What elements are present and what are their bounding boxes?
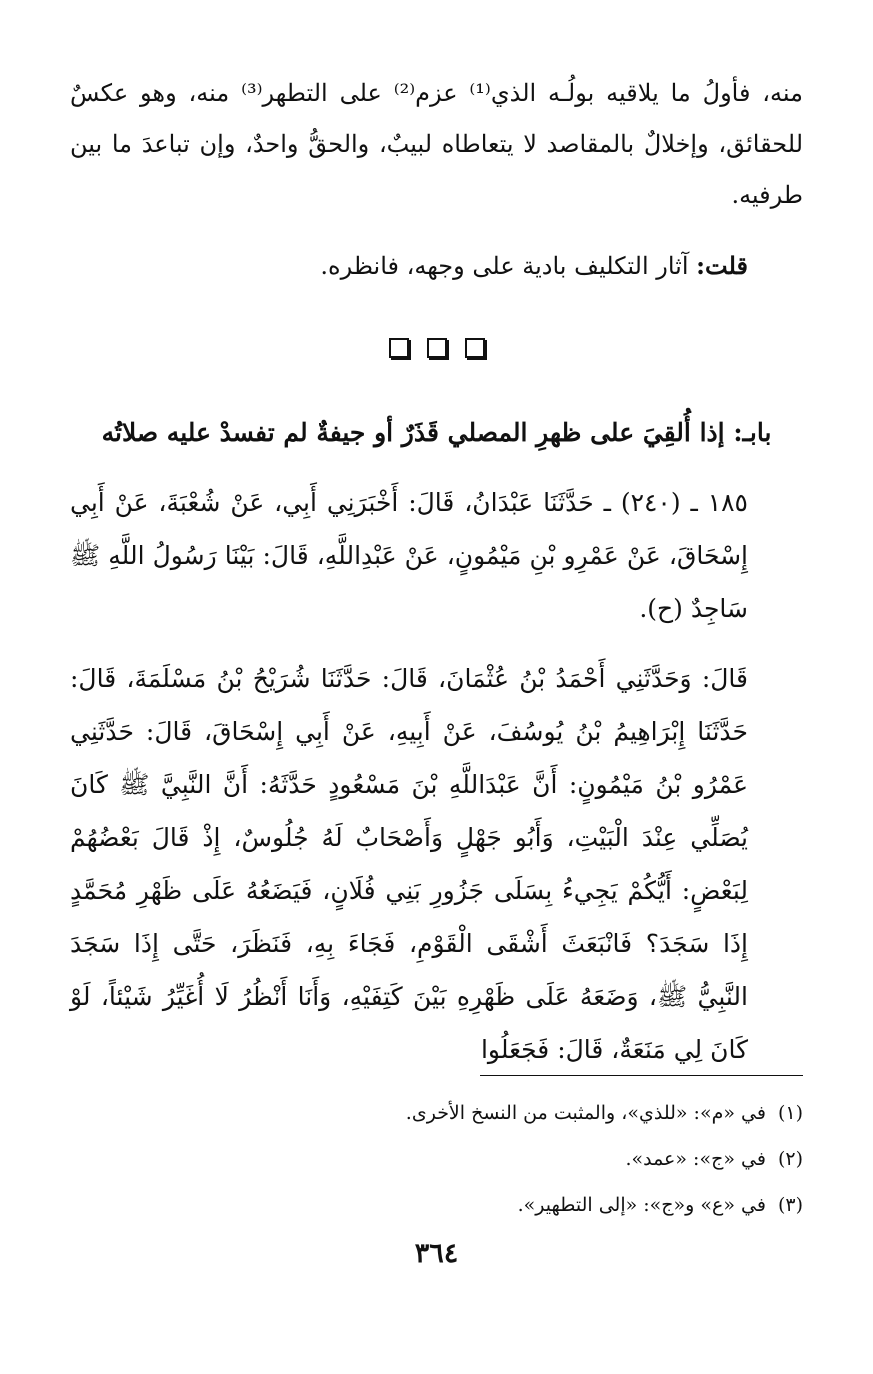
hadith-185-continuation: قَالَ: وَحَدَّثَنِي أَحْمَدُ بْنُ عُثْمَانَ، قَالَ: حَدَّثَنَا شُرَيْحُ بْنُ مَسْلَمَةَ، قَالَ: حَدَّثَنَا إِبْرَاهِيمُ بْنُ يُوسُفَ، عَنْ أَبِيهِ، عَنْ أَبِي إِسْحَاقَ، قَالَ: حَدَّثَنِي عَمْرُو بْنُ مَيْمُونٍ: أَنَّ عَبْدَاللَّهِ بْنَ مَسْعُودٍ حَدَّثَهُ: أَنَّ النَّبِيَّ ﷺ كَانَ يُصَلِّي عِنْدَ الْبَيْتِ، وَأَبُو جَهْلٍ وَأَصْحَابٌ لَهُ جُلُوسٌ، إِذْ قَالَ بَعْضُهُمْ لِبَعْضٍ: أَيُّكُمْ يَجِيءُ بِسَلَى جَزُورِ بَنِي فُلَانٍ، فَيَضَعُهُ عَلَى ظَهْرِ مُحَمَّدٍ إِذَا سَجَدَ؟ فَانْبَعَثَ أَشْقَى الْقَوْمِ، فَجَاءَ بِهِ، فَنَظَرَ، حَتَّى إِذَا سَجَدَ النَّبِيُّ ﷺ، وَضَعَهُ عَلَى ظَهْرِهِ بَيْنَ كَتِفَيْهِ، وَأَنَا أَنْظُرُ لَا أُغَيِّرُ شَيْئاً، لَوْ كَانَ لِي مَنَعَةٌ، قَالَ: فَجَعَلُوا <box>70 664 748 1064</box>
footnote-number: (٣) <box>777 1194 803 1216</box>
qult-label: قلت: <box>696 251 748 280</box>
footnote-text: في «ع» و«ج»: «إلى التطهير». <box>517 1194 766 1216</box>
qult-block <box>70 240 803 292</box>
footnote-rule <box>480 1075 803 1076</box>
footnote-text: في «ج»: «عمد». <box>625 1148 766 1170</box>
separator-square-icon <box>465 338 485 358</box>
footnotes <box>70 1090 803 1228</box>
top-paragraph-block <box>70 68 803 221</box>
chapter-label: بابـ: <box>733 418 772 447</box>
hadith-185: ١٨٥ ـ (٢٤٠) ـ حَدَّثَنَا عَبْدَانُ، قَالَ: أَخْبَرَنِي أَبِي، عَنْ شُعْبَةَ، عَنْ أَبِي إِسْحَاقَ، عَنْ عَمْرِو بْنِ مَيْمُونٍ، عَنْ عَبْدِاللَّهِ، قَالَ: بَيْنَا رَسُولُ اللَّهِ ﷺ سَاجِدٌ (ح). <box>70 488 748 623</box>
qult-text: آثار التكليف بادية على وجهه، فانظره. <box>320 252 689 280</box>
separator-square-icon <box>389 338 409 358</box>
section-separator <box>0 338 873 362</box>
page-number: ٣٦٤ <box>414 1238 459 1269</box>
hadith-185-block <box>70 476 803 635</box>
footnote <box>70 1136 803 1182</box>
hadith-185-continuation-block <box>70 652 803 1076</box>
footnote-text: في «م»: «للذي»، والمثبت من النسخ الأخرى. <box>405 1102 766 1124</box>
footnote <box>70 1090 803 1136</box>
separator-square-icon <box>427 338 447 358</box>
footnote <box>70 1182 803 1228</box>
footnote-number: (١) <box>777 1102 803 1124</box>
top-paragraph: منه، فأولُ ما يلاقيه بولُـه الذي⁽¹⁾ عزم⁽²⁾ على التطهر⁽³⁾ منه، وهو عكسٌ للحقائق، وإخلالٌ بالمقاصد لا يتعاطاه لبيبٌ، والحقُّ واحدٌ، وإن تباعدَ ما بين طرفيه. <box>70 79 804 209</box>
footnote-number: (٢) <box>777 1148 803 1170</box>
qult-paragraph <box>70 240 748 292</box>
chapter-heading <box>70 408 803 458</box>
chapter-title: إذا أُلقِيَ على ظهرِ المصلي قَذَرٌ أو جيفةٌ لم تفسدْ عليه صلاتُه <box>101 418 725 447</box>
